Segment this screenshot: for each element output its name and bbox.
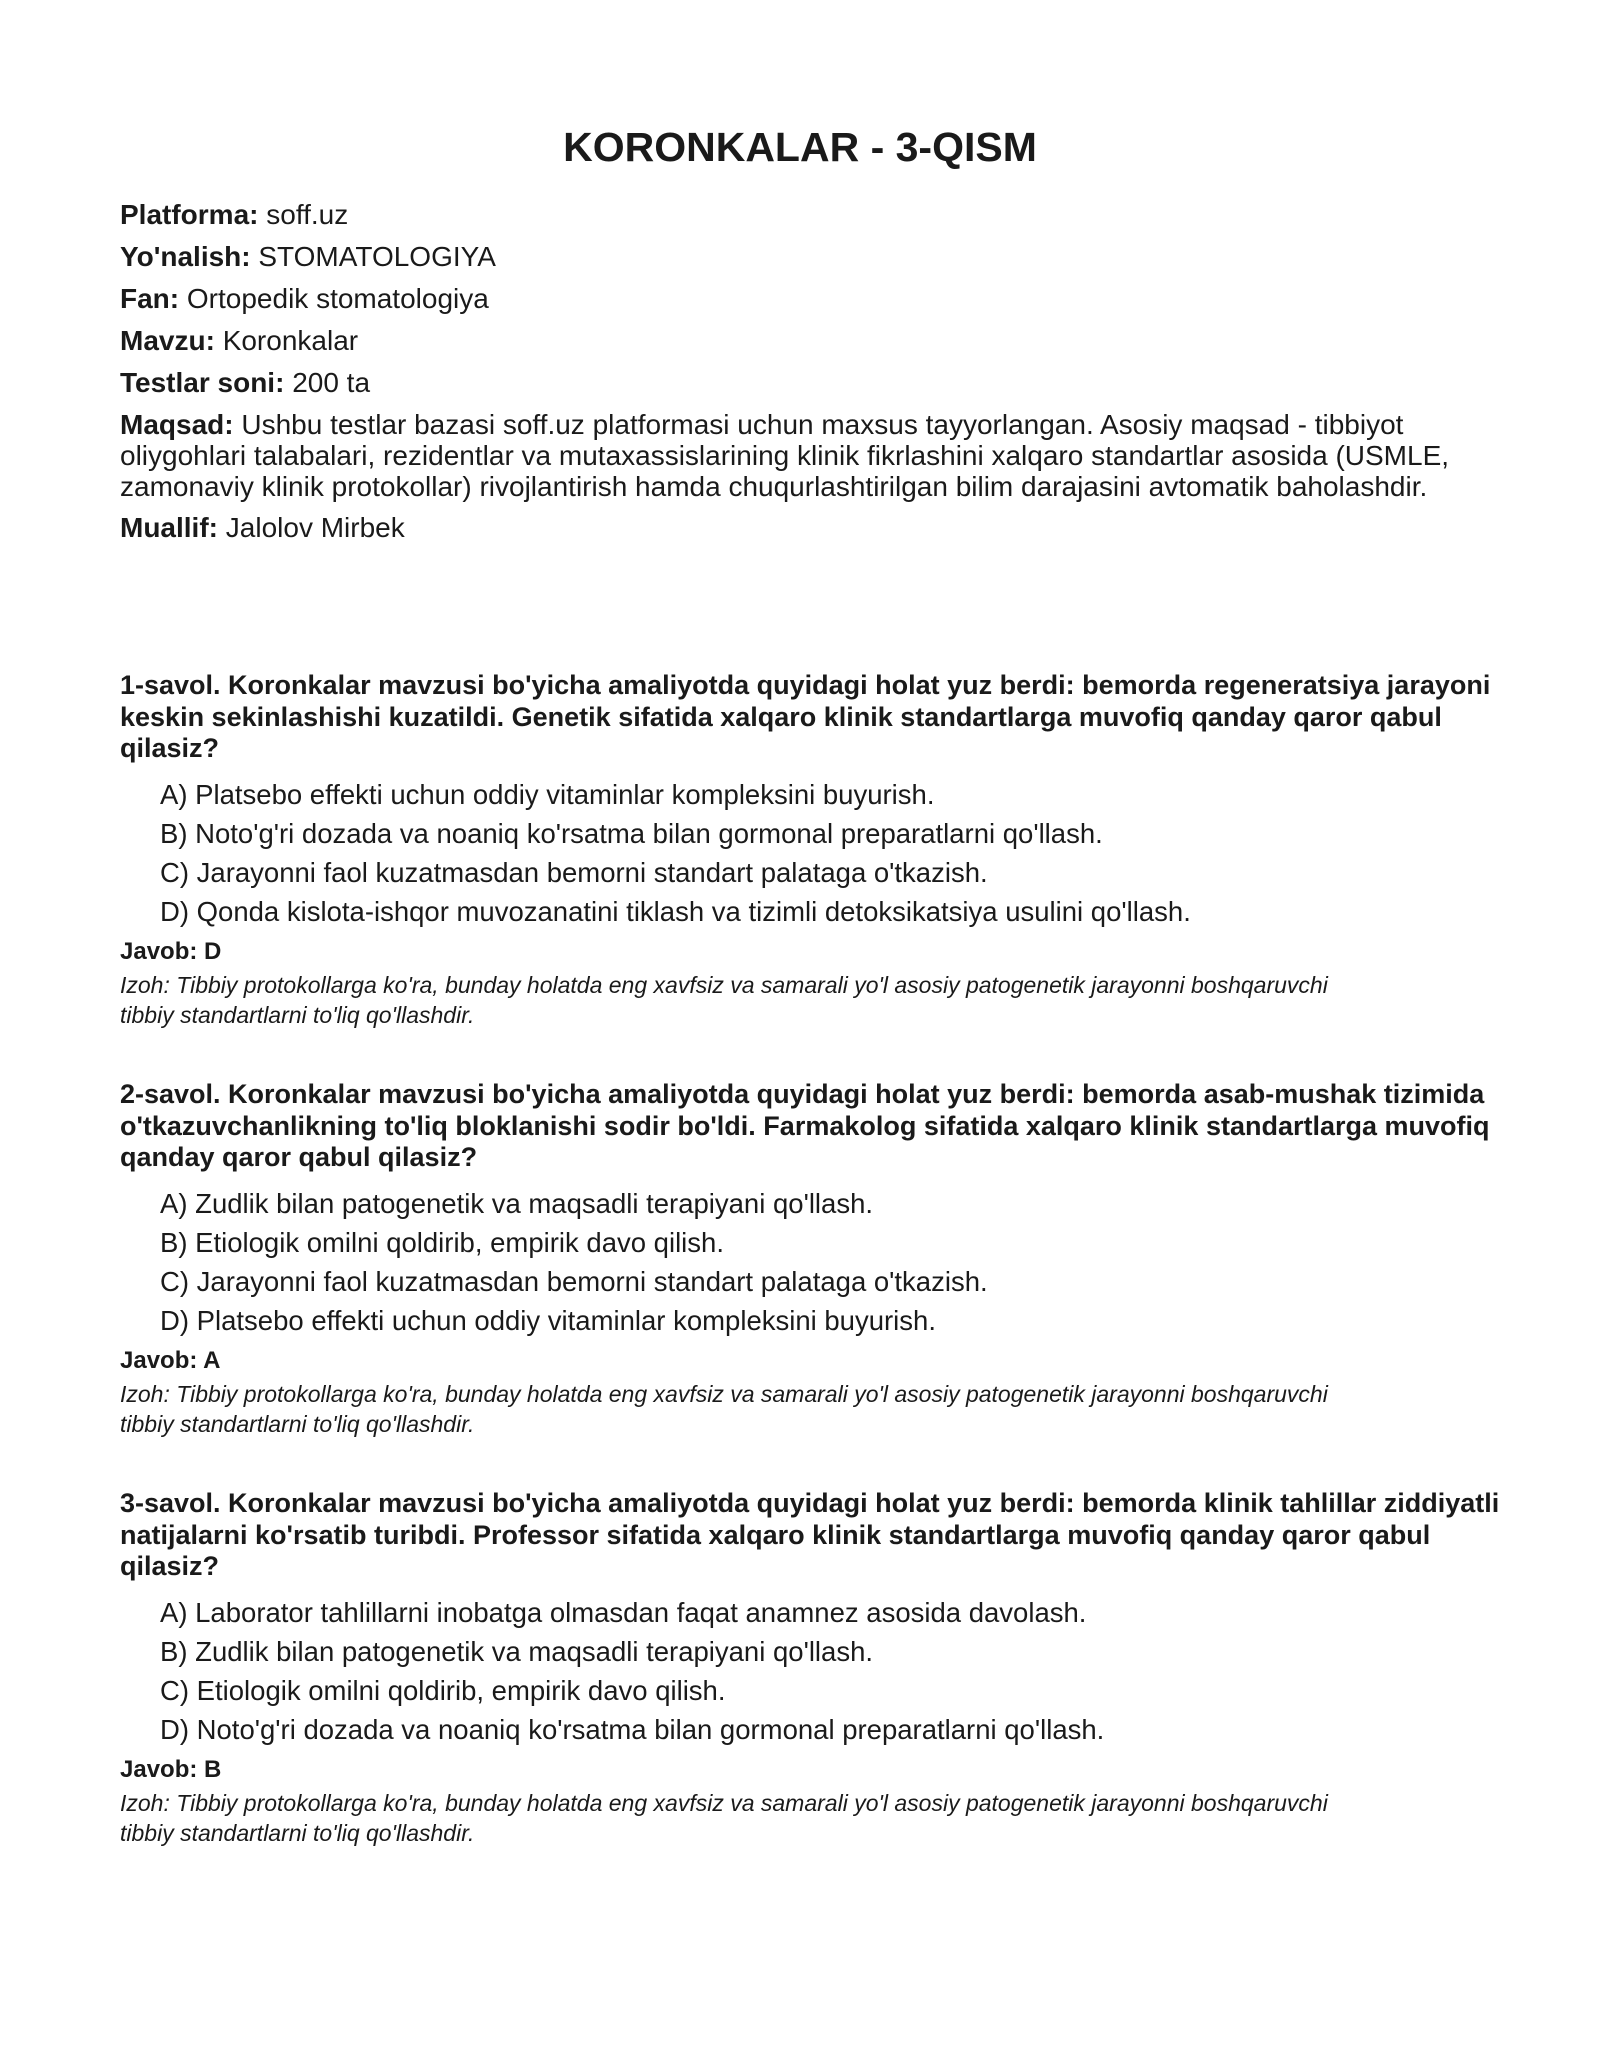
meta-purpose [120,409,1460,502]
correct-answer: Javob: D [120,937,222,965]
answer-option-d: D) Qonda kislota-ishqor muvozanatini tiklash va tizimli detoksikatsiya usulini qo'llash. [160,895,1191,927]
answer-option-d: D) Noto'g'ri dozada va noaniq ko'rsatma bilan gormonal preparatlarni qo'llash. [160,1713,1105,1745]
correct-answer: Javob: A [120,1346,221,1374]
answer-option-a: A) Laborator tahlillarni inobatga olmasdan faqat anamnez asosida davolash. [160,1596,1087,1628]
question-list [120,670,1500,1897]
answer-option-a: A) Platsebo effekti uchun oddiy vitaminlar kompleksini buyurish. [160,778,935,810]
answer-explanation: Izoh: Tibbiy protokollarga ko'ra, bunday holatda eng xavfsiz va samarali yo'l asosiy patogenetik jarayonni boshqaruvchi tibbiy standartlarni to'liq qo'llashdir. [120,1380,1328,1437]
question-1 [120,670,1500,1079]
meta-subject [120,283,1460,315]
meta-label: Yo'nalish: [120,241,251,272]
meta-value: soff.uz [266,199,349,230]
meta-platform [120,199,1460,231]
answer-option-c: C) Jarayonni faol kuzatmasdan bemorni standart palataga o'tkazish. [160,1265,988,1297]
answer-option-b: B) Noto'g'ri dozada va noaniq ko'rsatma bilan gormonal preparatlarni qo'llash. [160,817,1103,849]
meta-value: STOMATOLOGIYA [258,241,496,272]
meta-label: Muallif: [120,512,218,543]
meta-value: Jalolov Mirbek [225,512,405,543]
question-3 [120,1488,1500,1897]
question-text: 1-savol. Koronkalar mavzusi bo'yicha amaliyotda quyidagi holat yuz berdi: bemorda regeneratsiya jarayoni keskin sekinlashishi kuzatildi. Genetik sifatida xalqaro klinik standartlarga muvofiq qanday qaror qabul qilasiz? [120,670,1491,763]
meta-direction [120,241,1460,273]
meta-value: 200 ta [292,367,371,398]
meta-value: Ortopedik stomatologiya [186,283,489,314]
meta-test-count [120,367,1460,399]
answer-option-d: D) Platsebo effekti uchun oddiy vitaminlar kompleksini buyurish. [160,1304,936,1336]
answer-option-b: B) Zudlik bilan patogenetik va maqsadli terapiyani qo'llash. [160,1635,874,1667]
meta-label: Platforma: [120,199,259,230]
meta-label: Maqsad: [120,409,234,440]
meta-label: Mavzu: [120,325,215,356]
meta-author [120,512,1460,544]
answer-explanation: Izoh: Tibbiy protokollarga ko'ra, bunday holatda eng xavfsiz va samarali yo'l asosiy patogenetik jarayonni boshqaruvchi tibbiy standartlarni to'liq qo'llashdir. [120,1789,1328,1846]
meta-value: Koronkalar [222,325,359,356]
answer-option-a: A) Zudlik bilan patogenetik va maqsadli terapiyani qo'llash. [160,1187,874,1219]
answer-option-c: C) Jarayonni faol kuzatmasdan bemorni standart palataga o'tkazish. [160,856,988,888]
question-2 [120,1079,1500,1488]
meta-value: Ushbu testlar bazasi soff.uz platformasi uchun maxsus tayyorlangan. Asosiy maqsad - tibbiyot oliygohlari talabalari, rezidentlar va mutaxassislarining klinik fikrlashini xalqaro standartlar asosida (USMLE, zamonaviy klinik protokollar) rivojlantirish hamda chuqurlashtirilgan bilim darajasini avtomatik baholashdir. [120,409,1450,502]
answer-option-b: B) Etiologik omilni qoldirib, empirik davo qilish. [160,1226,724,1258]
document-meta [120,199,1460,554]
answer-explanation: Izoh: Tibbiy protokollarga ko'ra, bunday holatda eng xavfsiz va samarali yo'l asosiy patogenetik jarayonni boshqaruvchi tibbiy standartlarni to'liq qo'llashdir. [120,971,1328,1028]
meta-label: Fan: [120,283,180,314]
meta-topic [120,325,1460,357]
question-text: 2-savol. Koronkalar mavzusi bo'yicha amaliyotda quyidagi holat yuz berdi: bemorda asab-mushak tizimida o'tkazuvchanlikning to'liq bloklanishi sodir bo'ldi. Farmakolog sifatida xalqaro klinik standartlarga muvofiq qanday qaror qabul qilasiz? [120,1079,1490,1172]
correct-answer: Javob: B [120,1755,222,1783]
question-text: 3-savol. Koronkalar mavzusi bo'yicha amaliyotda quyidagi holat yuz berdi: bemorda klinik tahlillar ziddiyatli natijalarni ko'rsatib turibdi. Professor sifatida xalqaro klinik standartlarga muvofiq qanday qaror qabul qilasiz? [120,1488,1500,1581]
meta-label: Testlar soni: [120,367,285,398]
document-title: KORONKALAR - 3-QISM [563,124,1037,170]
answer-option-c: C) Etiologik omilni qoldirib, empirik davo qilish. [160,1674,726,1706]
